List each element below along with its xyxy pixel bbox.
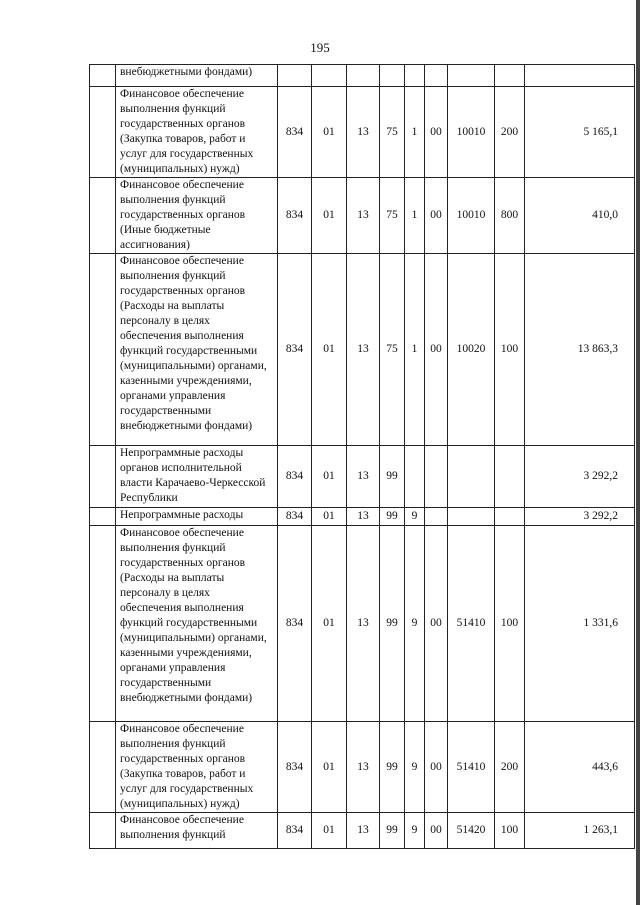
row-name: Финансовое обеспечение выполнения функций государственных органов (Расходы на выплаты персоналу в целях обеспечения выполнения функций государственными (муниципальными) органами, казенными учреждениями, органами управления государственными внебюджетными фондами) <box>116 526 278 722</box>
code-event <box>425 508 448 526</box>
table-row <box>90 87 635 178</box>
code-program: 75 <box>380 254 405 446</box>
row-margin-cell <box>90 508 116 526</box>
code-event: 00 <box>425 254 448 446</box>
row-name: Непрограммные расходы органов исполнительной власти Карачаево-Черкесской Республики <box>116 446 278 508</box>
table-row <box>90 813 635 849</box>
code-expense-type: 100 <box>495 526 525 722</box>
code-subprogram <box>405 446 425 508</box>
code-expense-type <box>495 65 525 87</box>
budget-table <box>89 64 635 849</box>
code-podrazdel: 13 <box>347 526 380 722</box>
code-podrazdel: 13 <box>347 722 380 813</box>
code-gl: 834 <box>278 508 312 526</box>
code-program <box>380 65 405 87</box>
code-event: 00 <box>425 526 448 722</box>
code-subprogram <box>405 65 425 87</box>
code-gl: 834 <box>278 178 312 254</box>
row-amount: 5 165,1 <box>525 87 635 178</box>
code-gl: 834 <box>278 87 312 178</box>
scan-edge <box>636 0 640 905</box>
row-name: Финансовое обеспечение выполнения функций <box>116 813 278 849</box>
code-event: 00 <box>425 87 448 178</box>
code-razdel: 01 <box>312 178 347 254</box>
code-program: 99 <box>380 446 405 508</box>
code-gl: 834 <box>278 254 312 446</box>
table-row <box>90 65 635 87</box>
code-direction: 51410 <box>448 722 495 813</box>
code-razdel: 01 <box>312 526 347 722</box>
table-body <box>90 65 635 849</box>
code-direction: 10010 <box>448 178 495 254</box>
code-direction <box>448 446 495 508</box>
code-gl: 834 <box>278 446 312 508</box>
row-amount: 3 292,2 <box>525 446 635 508</box>
row-name: Финансовое обеспечение выполнения функций государственных органов (Иные бюджетные ассигнования) <box>116 178 278 254</box>
row-amount: 3 292,2 <box>525 508 635 526</box>
row-margin-cell <box>90 813 116 849</box>
code-razdel: 01 <box>312 813 347 849</box>
code-gl <box>278 65 312 87</box>
row-name: Финансовое обеспечение выполнения функций государственных органов (Закупка товаров, работ и услуг для государственных (муниципальных) нужд) <box>116 87 278 178</box>
code-gl: 834 <box>278 813 312 849</box>
row-amount: 13 863,3 <box>525 254 635 446</box>
row-name: Финансовое обеспечение выполнения функций государственных органов (Расходы на выплаты персоналу в целях обеспечения выполнения функций государственными (муниципальными) органами, казенными учреждениями, органами управления государственными внебюджетными фондами) <box>116 254 278 446</box>
row-margin-cell <box>90 526 116 722</box>
row-margin-cell <box>90 87 116 178</box>
code-subprogram: 9 <box>405 722 425 813</box>
code-podrazdel <box>347 65 380 87</box>
code-program: 99 <box>380 526 405 722</box>
code-podrazdel: 13 <box>347 813 380 849</box>
code-gl: 834 <box>278 526 312 722</box>
code-subprogram: 1 <box>405 178 425 254</box>
code-expense-type: 200 <box>495 87 525 178</box>
code-subprogram: 1 <box>405 254 425 446</box>
row-amount: 410,0 <box>525 178 635 254</box>
code-gl: 834 <box>278 722 312 813</box>
code-program: 99 <box>380 813 405 849</box>
row-amount <box>525 65 635 87</box>
code-direction: 51410 <box>448 526 495 722</box>
row-margin-cell <box>90 722 116 813</box>
row-margin-cell <box>90 446 116 508</box>
code-event: 00 <box>425 722 448 813</box>
code-direction: 51420 <box>448 813 495 849</box>
row-amount: 1 331,6 <box>525 526 635 722</box>
page-number: 195 <box>310 40 330 55</box>
code-razdel: 01 <box>312 722 347 813</box>
table-row <box>90 254 635 446</box>
code-expense-type <box>495 446 525 508</box>
code-expense-type: 100 <box>495 254 525 446</box>
row-name: Непрограммные расходы <box>116 508 278 526</box>
code-event: 00 <box>425 178 448 254</box>
code-razdel: 01 <box>312 508 347 526</box>
code-expense-type <box>495 508 525 526</box>
code-program: 99 <box>380 508 405 526</box>
code-podrazdel: 13 <box>347 508 380 526</box>
table-row <box>90 178 635 254</box>
row-margin-cell <box>90 178 116 254</box>
row-margin-cell <box>90 254 116 446</box>
code-subprogram: 9 <box>405 526 425 722</box>
code-subprogram: 9 <box>405 508 425 526</box>
code-program: 75 <box>380 178 405 254</box>
code-podrazdel: 13 <box>347 446 380 508</box>
table-row <box>90 722 635 813</box>
code-event <box>425 65 448 87</box>
code-podrazdel: 13 <box>347 87 380 178</box>
code-razdel: 01 <box>312 254 347 446</box>
code-event: 00 <box>425 813 448 849</box>
code-direction: 10020 <box>448 254 495 446</box>
code-podrazdel: 13 <box>347 254 380 446</box>
row-margin-cell <box>90 65 116 87</box>
code-expense-type: 800 <box>495 178 525 254</box>
row-amount: 443,6 <box>525 722 635 813</box>
table-row <box>90 526 635 722</box>
row-amount: 1 263,1 <box>525 813 635 849</box>
row-name: Финансовое обеспечение выполнения функций государственных органов (Закупка товаров, работ и услуг для государственных (муниципальных) нужд) <box>116 722 278 813</box>
code-subprogram: 9 <box>405 813 425 849</box>
code-expense-type: 100 <box>495 813 525 849</box>
code-direction: 10010 <box>448 87 495 178</box>
row-name: внебюджетными фондами) <box>116 65 278 87</box>
table-row <box>90 508 635 526</box>
code-subprogram: 1 <box>405 87 425 178</box>
code-razdel: 01 <box>312 87 347 178</box>
code-event <box>425 446 448 508</box>
code-direction <box>448 508 495 526</box>
code-program: 99 <box>380 722 405 813</box>
code-program: 75 <box>380 87 405 178</box>
code-direction <box>448 65 495 87</box>
code-expense-type: 200 <box>495 722 525 813</box>
code-podrazdel: 13 <box>347 178 380 254</box>
code-razdel <box>312 65 347 87</box>
table-row <box>90 446 635 508</box>
code-razdel: 01 <box>312 446 347 508</box>
